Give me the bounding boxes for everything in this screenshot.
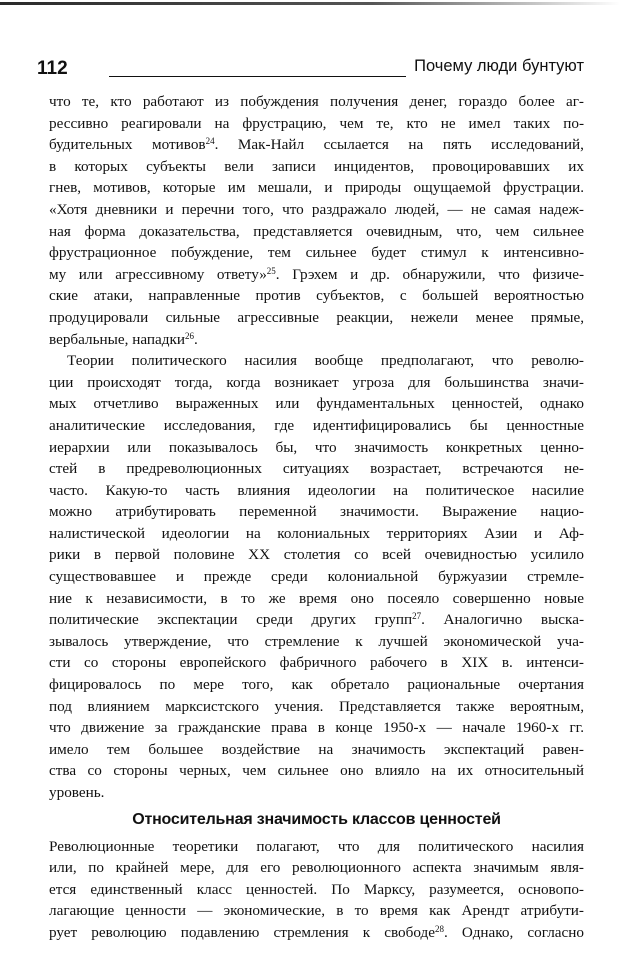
text-line: стей в предреволюционных ситуациях возрастает, встречаются не-	[49, 460, 584, 478]
text-line: в которых субъекты вели записи инцидентов, провоцировавших их	[49, 157, 584, 175]
text-line: зывалось утверждение, что стремление к лучшей экономической уча-	[49, 632, 584, 650]
text-line: имело тем большее воздействие на значимость экспектаций равен-	[49, 740, 584, 758]
body-text	[49, 91, 584, 944]
text-line: под влиянием марксистского учения. Представляется также вероятным,	[49, 697, 584, 715]
top-edge-rule	[0, 2, 620, 5]
text-line: мых отчетливо выраженных или фундаментальных ценностей, однако	[49, 395, 584, 413]
text-line: рики в первой половине XX столетия со всей очевидностью усилило	[49, 546, 584, 564]
text-line: му или агрессивному ответу»$^{25}$. Грэхем и др. обнаружили, что физиче-	[49, 265, 585, 283]
text-line: Теории политического насилия вообще предполагают, что револю-	[67, 352, 584, 370]
footnote-ref: 26	[184, 330, 194, 341]
text-line: лагающие ценности — экономические, в то время как Арендт атрибути-	[49, 902, 584, 920]
page-number: 112	[37, 58, 68, 79]
text-line: иерархии или показывалось бы, что значимость конкретных ценно-	[49, 438, 584, 456]
page-header	[37, 55, 584, 85]
text-line: сти со стороны европейского фабричного рабочего в XIX в. интенси-	[49, 654, 584, 672]
section-heading: Относительная значимость классов ценностей	[132, 810, 501, 828]
footnote-ref: 24	[205, 136, 215, 147]
footnote-ref: 28	[435, 923, 444, 934]
text-line: «Хотя дневники и перечни того, что раздражало людей, — не самая надеж-	[49, 200, 584, 218]
text-line: Революционные теоретики полагают, что для политического насилия	[49, 837, 584, 855]
text-line: будительных мотивов$^{24}$. Мак-Найл ссылается на пять исследований,	[49, 136, 584, 154]
text-line: ние к независимости, в то же время оно посеяло совершенно новые	[49, 589, 584, 607]
header-rule	[109, 76, 406, 77]
text-line: что движение за гражданские права в конце 1950-х — начале 1960-х гг.	[49, 719, 584, 737]
text-line: что те, кто работают из побуждения получения денег, гораздо более аг-	[49, 93, 584, 110]
text-line: ства со стороны черных, чем сильнее оно влияло на их относительный	[49, 762, 584, 780]
text-line: уровень.	[49, 784, 105, 801]
text-line: фрустрационное побуждение, тем сильнее будет стимул к интенсивно-	[49, 244, 584, 262]
text-line: политические экспектации среди других групп$^{27}$. Аналогично выска-	[49, 611, 584, 629]
text-line: продуцировали сильные агрессивные реакции, нежели менее прямые,	[49, 308, 584, 326]
text-line: гнев, мотивов, которые им мешали, и природы ощущаемой фрустрации.	[49, 179, 584, 197]
text-line: ная форма доказательства, представляется очевидным, что, чем сильнее	[49, 222, 584, 240]
text-line: существовавшее и прежде среди колониальной буржуазии стремле-	[49, 568, 584, 586]
text-line: аналитические исследования, где идентифицировались бы ценностные	[49, 416, 584, 434]
text-line: фицировалось по мере того, как обретало рациональные очертания	[49, 676, 584, 694]
footnote-ref: 25	[266, 265, 276, 276]
text-line: ские атаки, направленные против субъектов, с большей вероятностью	[49, 287, 584, 305]
text-line: вербальные, нападки$^{26}$.	[49, 330, 198, 348]
text-line: ется единственный класс ценностей. По Марксу, разумеется, основопо-	[49, 880, 584, 898]
text-line: рует революцию подавлению стремления к свободе$^{28}$. Однако, согласно	[49, 923, 584, 941]
text-line: можно атрибутировать переменной значимости. Выражение нацио-	[49, 503, 584, 521]
text-line: ции происходят тогда, когда возникает угроза для большинства значи-	[49, 373, 584, 391]
text-line: часто. Какую-то часть влияния идеологии на политическое насилие	[49, 481, 584, 499]
text-line: налистической идеологии на колониальных территориях Азии и Аф-	[49, 524, 584, 542]
text-line: рессивно реагировали на фрустрацию, чем те, кто не имел таких по-	[49, 114, 584, 132]
footnote-ref: 27	[412, 611, 422, 622]
text-line: или, по крайней мере, для его революционного аспекта значимым явля-	[49, 859, 584, 877]
running-title: Почему люди бунтуют	[414, 57, 584, 75]
